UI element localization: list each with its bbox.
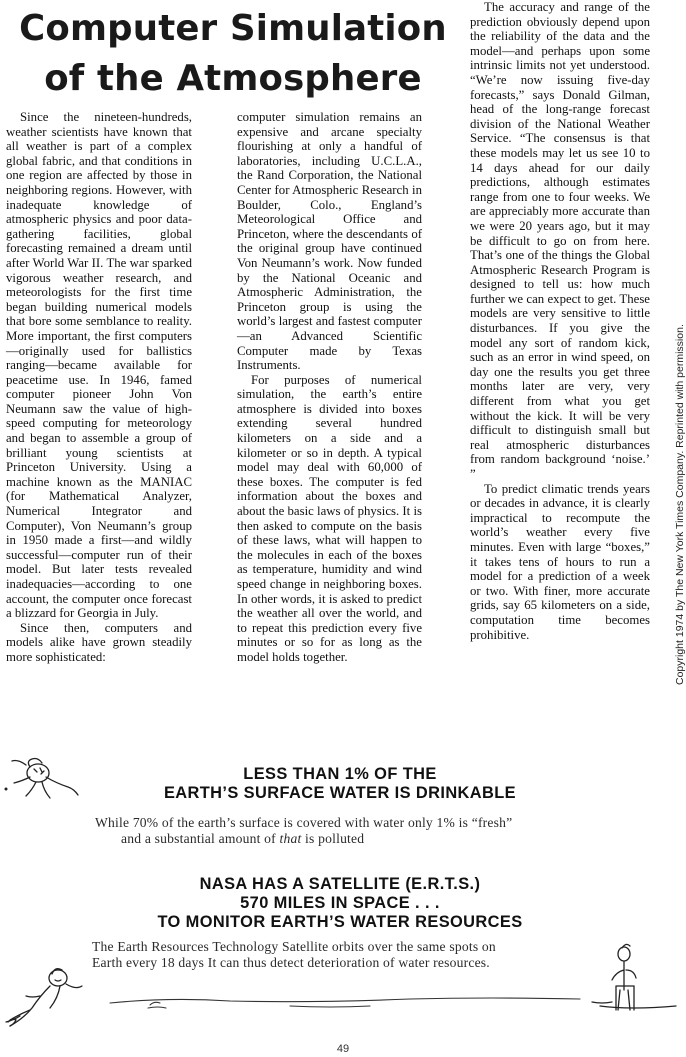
col1-paragraph-2: Since then, computers and models alike have grown steadily more sophisticated: [6,620,192,664]
water-fact-body [95,815,615,847]
col2-paragraph-2: For purposes of numerical simulation, the earth’s entire atmosphere is divided into boxes extending several hundred kilometers on a side and a kilometer or so in depth. A typical model may deal with 60,000 of these boxes. The computer is fed information about the boxes and about the basic laws of physics. It is then asked to compute on the basis of these laws, what will happen to the molecules in each of the boxes as temperature, humidity and wind speed change in neighboring boxes. In other words, it is asked to predict the weather all over the world, and to repeat this prediction every five minutes or so for as long as the model holds together. [237,372,422,664]
water-fact-body-line-2-end: is polluted [301,831,365,846]
satellite-fact-headline-line-2: 570 MILES IN SPACE . . . [240,894,440,912]
copyright-credit-text: Copyright 1974 by The New York Times Company. Reprinted with permission. [674,324,686,685]
water-fact-headline [80,765,600,803]
page-number: 49 [336,1043,350,1055]
article-title [6,4,460,104]
col3-paragraph-1: The accuracy and range of the prediction obviously depend upon the reliability of the data and the model—and perhaps upon some intrinsic limits not yet understood. “We’re now issuing five-day forecasts,” says Donald Gilman, head of the long-range forecast division of the National Weather Service. “The consensus is that these models may let us see 10 to 14 days ahead for our daily predictions, although estimates range from one to four weeks. We are appreciably more accurate than we were 20 years ago, but it may be difficult to go on from here. That’s one of the things the Global Atmospheric Research Program is designed to tell us: how much further we can expect to get. These models are very sensitive to little disturbances. If you give the model any sort of random kick, such as an error in wind speed, on day one the results you get three months later are very, very different from what you get without the kick. It will be very difficult to distinguish small but real atmospheric disturbances from random background ‘noise.’ ” [470,0,650,481]
water-fact-headline-line-1: LESS THAN 1% OF THE [243,765,437,783]
satellite-fact-body-line-1: The Earth Resources Technology Satellite orbits over the same spots on [92,939,496,954]
satellite-fact-headline-line-1: NASA HAS A SATELLITE (E.R.T.S.) [199,875,481,893]
water-fact-body-line-1: While 70% of the earth’s surface is covered with water only 1% is “fresh” [95,815,513,830]
water-fact-body-line-2 [95,831,615,847]
horizon-line-sketch [90,985,590,1015]
article-column-3 [470,0,650,642]
article-title-line-1: Computer Simulation [19,8,447,49]
satellite-fact-body [92,939,612,971]
col2-paragraph-1: computer simulation remains an expensive and arcane specialty flourishing at only a handful of laboratories, including U.C.L.A., the Rand Corporation, the National Center for Atmospheric Research in Boulder, Colo., England’s Meteorological Office and Princeton, where the descendants of the original group have continued Von Neumann’s work. Now funded by the National Oceanic and Atmospheric Administration, the Princeton group is using the world’s largest and fastest computer —an Advanced Scientific Computer made by Texas Instruments. [237,110,422,373]
col1-paragraph-1: Since the nineteen-hundreds, weather scientists have known that all weather is part of a complex global fabric, and that conditions in one region are affected by those in neighboring regions. However, with inadequate knowledge of atmospheric physics and poor data-gathering facilities, global forecasting remained a dream until after World War II. The war sparked vigorous weather research, and meteorologists for the first time began building numerical models that bore some semblance to reality. More important, the first computers—originally used for ballistics ranging—became available for peacetime use. In 1946, famed computer pioneer John Von Neumann saw the value of high-speed computing for meteorology and began to assemble a group of brilliant young scientists at Princeton University. Using a machine known as the MANIAC (for Mathematical Analyzer, Numerical Integrator and Computer), Von Neumann’s group in 1950 made a first—and wildly successful—computer run of their model. But later tests revealed inadequacies—according to one account, the computer once forecast a blizzard for Georgia in July. [6,110,192,621]
water-fact-italic-word: that [279,831,302,846]
figure-sketch-icon [0,960,90,1030]
satellite-fact-headline [80,875,600,932]
col3-paragraph-2: To predict climatic trends years or decades in advance, it is clearly impractical to recompute the world’s weather every five minutes. Even with large “boxes,” it takes tens of hours to run a model for a prediction of a week or two. With finer, more accurate grids, say 65 kilometers on a side, computation time becomes prohibitive. [470,481,650,642]
article-column-1 [6,110,192,665]
satellite-fact-headline-line-3: TO MONITOR EARTH’S WATER RESOURCES [157,913,523,931]
water-fact-body-line-2-start: and a substantial amount of [121,831,280,846]
insect-sketch-icon [0,755,82,810]
copyright-credit [674,324,686,685]
water-fact-headline-line-2: EARTH’S SURFACE WATER IS DRINKABLE [163,784,517,802]
seated-figure-sketch-icon [590,940,682,1020]
article-title-line-2: of the Atmosphere [44,58,422,99]
article-column-2 [237,110,422,665]
satellite-fact-body-line-2: Earth every 18 days It can thus detect deterioration of water resources. [92,955,490,970]
